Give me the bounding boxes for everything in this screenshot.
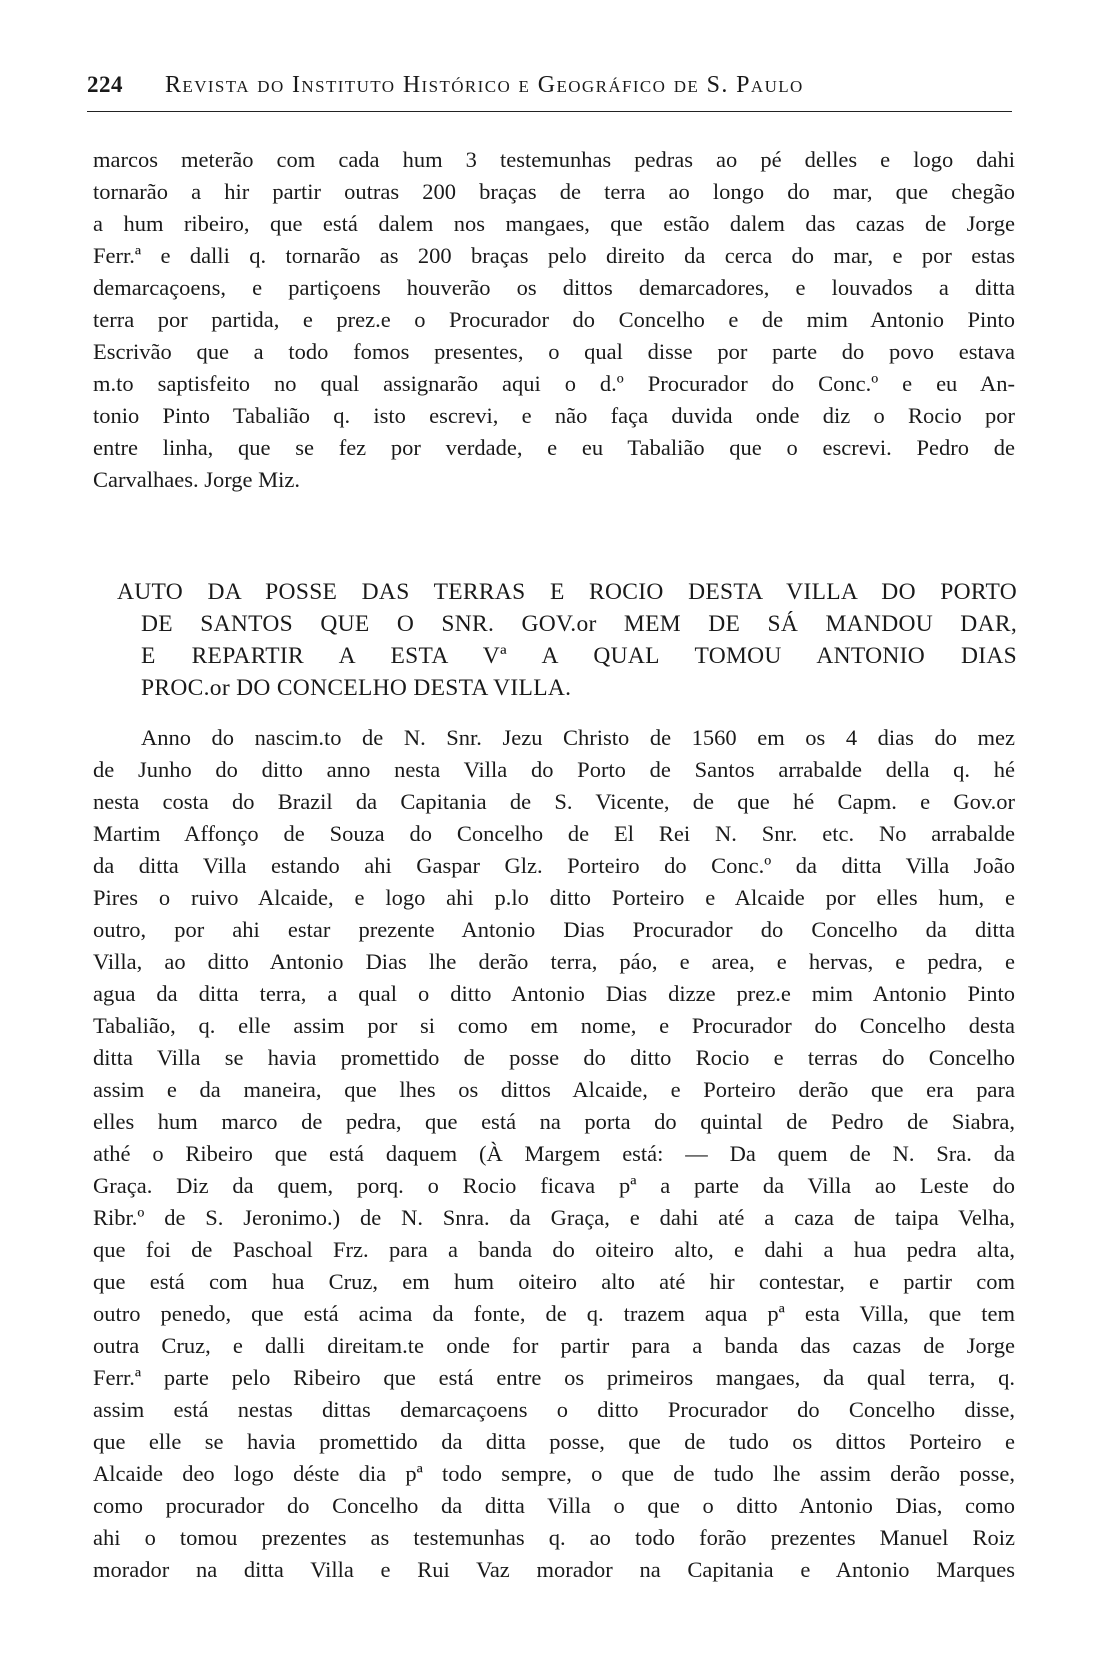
paragraph-body xyxy=(93,722,1015,1586)
text-line: morador na ditta Villa e Rui Vaz morador na Capitania e Antonio Marques xyxy=(93,1557,1015,1582)
running-head xyxy=(87,72,1012,112)
text-line: assim está nestas dittas demarcaçoens o ditto Procurador do Concelho disse, xyxy=(93,1397,1015,1422)
text-line: agua da ditta terra, a qual o ditto Antonio Dias dizze prez.e mim Antonio Pinto xyxy=(93,981,1015,1006)
text-line: Carvalhaes. Jorge Miz. xyxy=(93,467,301,492)
heading-line: E REPARTIR A ESTA Vª A QUAL TOMOU ANTONIO DIAS xyxy=(141,643,1017,669)
text-line: que está com hua Cruz, em hum oiteiro alto até hir contestar, e partir com xyxy=(93,1269,1015,1294)
text-line: Ribr.º de S. Jeronimo.) de N. Snra. da Graça, e dahi até a caza de taipa Velha, xyxy=(93,1205,1015,1230)
text-line: elles hum marco de pedra, que está na porta do quintal de Pedro de Siabra, xyxy=(93,1109,1015,1134)
heading-line: AUTO DA POSSE DAS TERRAS E ROCIO DESTA VILLA DO PORTO xyxy=(117,579,1017,605)
text-line: nesta costa do Brazil da Capitania de S. Vicente, de que hé Capm. e Gov.or xyxy=(93,789,1015,814)
text-line: Alcaide deo logo déste dia pª todo sempre, o que de tudo lhe assim derão posse, xyxy=(93,1461,1015,1486)
text-line: Graça. Diz da quem, porq. o Rocio ficava pª a parte da Villa ao Leste do xyxy=(93,1173,1015,1198)
text-line: Pires o ruivo Alcaide, e logo ahi p.lo ditto Porteiro e Alcaide por elles hum, e xyxy=(93,885,1015,910)
text-line: ditta Villa se havia promettido de posse do ditto Rocio e terras do Concelho xyxy=(93,1045,1015,1070)
text-line: entre linha, que se fez por verdade, e eu Tabalião que o escrevi. Pedro de xyxy=(93,435,1015,460)
text-line: demarcaçoens, e partiçoens houverão os dittos demarcadores, e louvados a ditta xyxy=(93,275,1015,300)
text-line: terra por partida, e prez.e o Procurador do Concelho e de mim Antonio Pinto xyxy=(93,307,1015,332)
text-line: Ferr.ª parte pelo Ribeiro que está entre os primeiros mangaes, da qual terra, q. xyxy=(93,1365,1015,1390)
text-line: athé o Ribeiro que está daquem (À Margem está: — Da quem de N. Sra. da xyxy=(93,1141,1015,1166)
text-line: outra Cruz, e dalli direitam.te onde for partir para a banda das cazas de Jorge xyxy=(93,1333,1015,1358)
text-line: assim e da maneira, que lhes os dittos Alcaide, e Porteiro derão que era para xyxy=(93,1077,1015,1102)
text-line: Villa, ao ditto Antonio Dias lhe derão terra, páo, e area, e hervas, e pedra, e xyxy=(93,949,1015,974)
paragraph-continuation xyxy=(93,144,1015,496)
text-line: m.to saptisfeito no qual assignarão aqui o d.º Procurador do Conc.º e eu An- xyxy=(93,371,1015,396)
text-line: que foi de Paschoal Frz. para a banda do oiteiro alto, e dahi a hua pedra alta, xyxy=(93,1237,1015,1262)
heading-line: DE SANTOS QUE O SNR. GOV.or MEM DE SÁ MANDOU DAR, xyxy=(141,611,1017,637)
text-line: Martim Affonço de Souza do Concelho de El Rei N. Snr. etc. No arrabalde xyxy=(93,821,1015,846)
section-heading xyxy=(117,576,1017,704)
text-line: de Junho do ditto anno nesta Villa do Porto de Santos arrabalde della q. hé xyxy=(93,757,1015,782)
text-line: que elle se havia promettido da ditta posse, que de tudo os dittos Porteiro e xyxy=(93,1429,1015,1454)
heading-line: PROC.or DO CONCELHO DESTA VILLA. xyxy=(141,675,572,701)
text-line: Tabalião, q. elle assim por si como em nome, e Procurador do Concelho desta xyxy=(93,1013,1015,1038)
text-line: ahi o tomou prezentes as testemunhas q. ao todo forão prezentes Manuel Roiz xyxy=(93,1525,1015,1550)
text-line: como procurador do Concelho da ditta Villa o que o ditto Antonio Dias, como xyxy=(93,1493,1015,1518)
header-rule xyxy=(87,111,1012,112)
text-line: Anno do nascim.to de N. Snr. Jezu Christo de 1560 em os 4 dias do mez xyxy=(141,725,1015,750)
text-line: Escrivão que a todo fomos presentes, o qual disse por parte do povo estava xyxy=(93,339,1015,364)
text-line: outro penedo, que está acima da fonte, de q. trazem aqua pª esta Villa, que tem xyxy=(93,1301,1015,1326)
text-line: marcos meterão com cada hum 3 testemunhas pedras ao pé delles e logo dahi xyxy=(93,147,1015,172)
text-line: tonio Pinto Tabalião q. isto escrevi, e não faça duvida onde diz o Rocio por xyxy=(93,403,1015,428)
text-line: a hum ribeiro, que está dalem nos mangaes, que estão dalem das cazas de Jorge xyxy=(93,211,1015,236)
journal-title: Revista do Instituto Histórico e Geográfico de S. Paulo xyxy=(165,72,804,98)
text-line: da ditta Villa estando ahi Gaspar Glz. Porteiro do Conc.º da ditta Villa João xyxy=(93,853,1015,878)
text-line: tornarão a hir partir outras 200 braças de terra ao longo do mar, que chegão xyxy=(93,179,1015,204)
text-line: outro, por ahi estar prezente Antonio Dias Procurador do Concelho da ditta xyxy=(93,917,1015,942)
text-line: Ferr.ª e dalli q. tornarão as 200 braças pelo direito da cerca do mar, e por estas xyxy=(93,243,1015,268)
page-number: 224 xyxy=(87,72,123,97)
